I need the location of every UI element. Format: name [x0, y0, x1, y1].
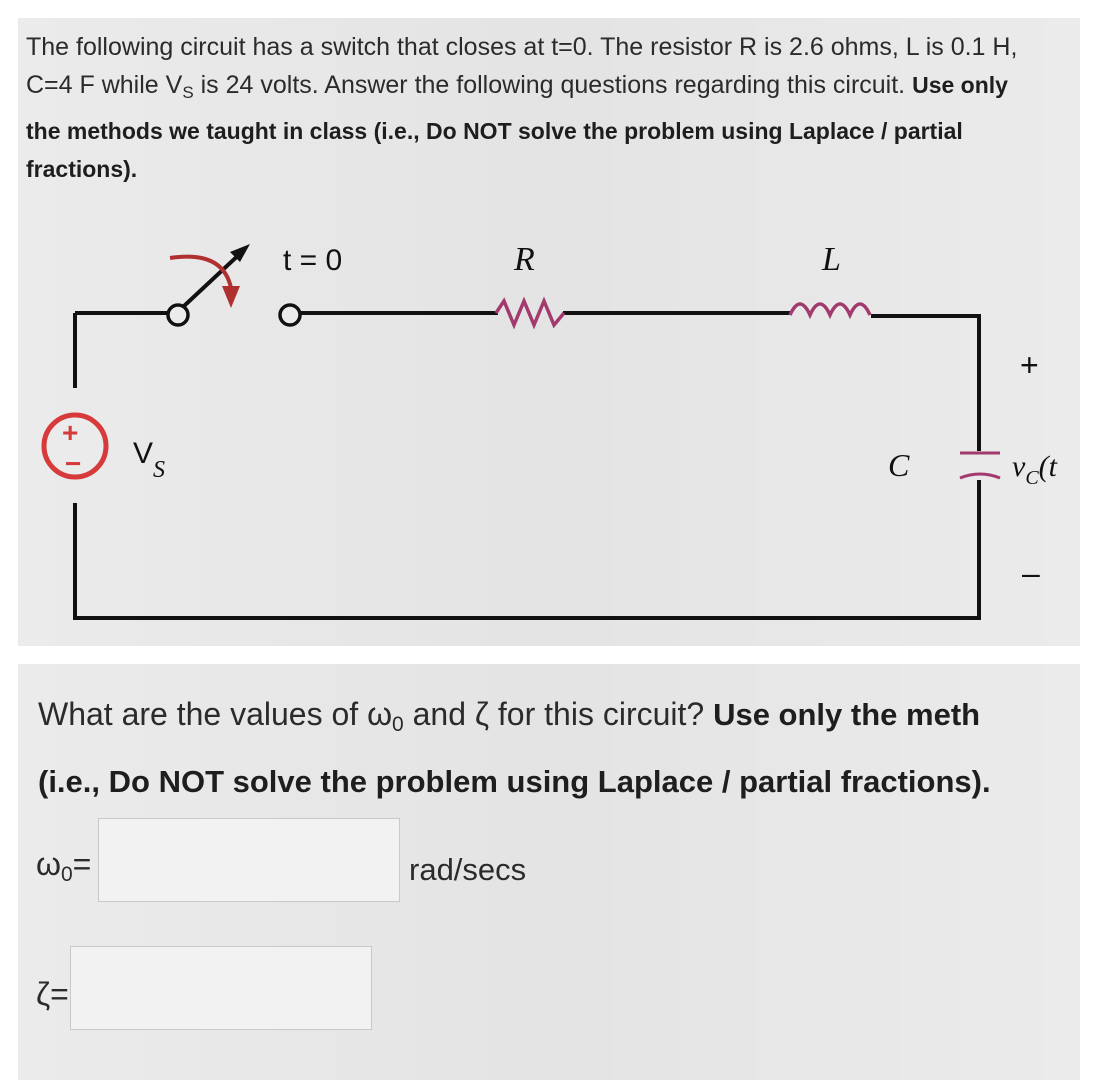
zeta-input[interactable] — [70, 946, 372, 1030]
circuit-diagram — [18, 208, 1080, 638]
problem-statement: The following circuit has a switch that closes at t=0. The resistor R is 2.6 ohms, L is 0.1 H, C=4 F while $V_S$ is 24 volts. Answer the following questions regarding this circuit. Use only the methods we taught in class (i.e., Do NOT solve the problem using Laplace / partial fractions). — [26, 33, 1018, 182]
vc-label: $v_C(t$ — [1012, 450, 1057, 489]
source-label: $V_S$ — [133, 437, 166, 483]
vc-minus: – — [1022, 555, 1040, 591]
resistor-symbol — [496, 301, 564, 325]
inductor-label: L — [822, 241, 841, 278]
omega-label: ω0= — [36, 846, 92, 886]
source-minus: − — [65, 448, 82, 479]
question-text: What are the values of ω0 and ζ for this circuit? Use only the meth (i.e., Do NOT solve the problem using Laplace / partial fractions). — [38, 696, 991, 799]
question-panel — [18, 664, 1080, 1080]
source-plus: + — [62, 417, 79, 448]
switch-symbol — [168, 244, 300, 325]
problem-line-1: The following circuit has a switch that closes at t=0. The resistor R is 2.6 ohms, L is 0.1 H, — [26, 33, 1018, 61]
omega-unit: rad/secs — [409, 852, 527, 887]
omega-input[interactable] — [98, 818, 400, 902]
problem-panel — [18, 18, 1080, 646]
switch-label: t = 0 — [283, 244, 343, 277]
inductor-symbol — [790, 304, 870, 315]
wire-left-bottom — [75, 480, 979, 618]
capacitor-symbol — [960, 453, 1000, 478]
vc-plus: + — [1020, 347, 1039, 383]
zeta-label: ζ= — [36, 976, 69, 1012]
instruction-bold: Use only — [912, 72, 1008, 98]
wire-right — [871, 316, 979, 451]
resistor-label: R — [514, 241, 535, 278]
capacitor-label: C — [888, 447, 910, 483]
